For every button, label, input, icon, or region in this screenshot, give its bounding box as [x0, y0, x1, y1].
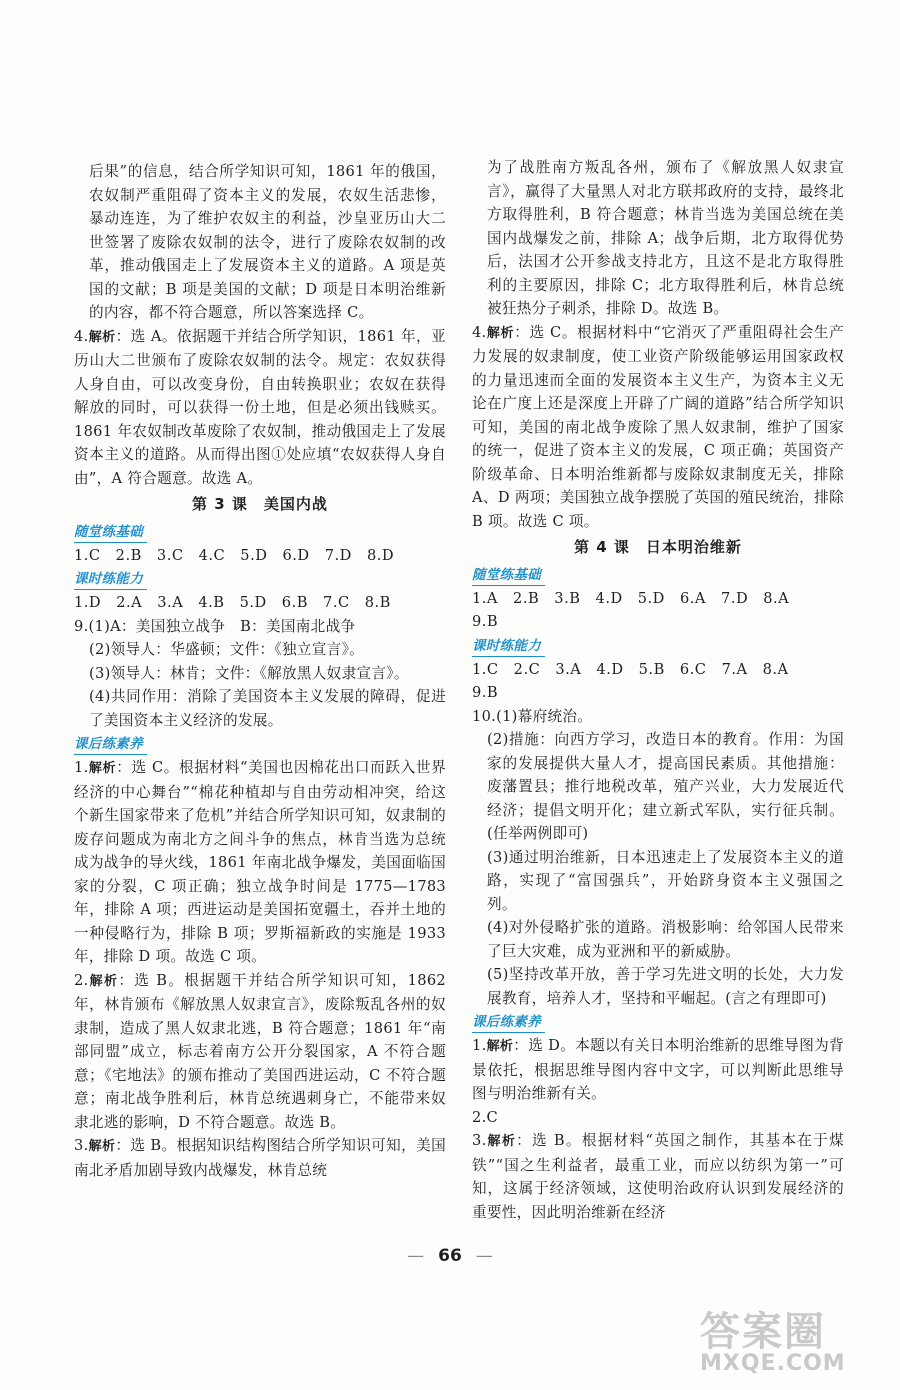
answers-ability-2: 9.B	[472, 684, 499, 701]
literacy-question-3	[472, 1129, 844, 1224]
analysis-label: 解析	[486, 1039, 514, 1054]
analysis-label: 解析	[88, 329, 116, 345]
question-number: 4.	[74, 327, 89, 345]
question-9-part-1: 9.(1)A：美国独立战争 B：美国南北战争	[74, 617, 356, 635]
question-number: 3.	[74, 1137, 89, 1154]
literacy-question-1	[472, 1034, 844, 1106]
section-tag-ability: 课时练能力	[472, 634, 844, 658]
question-text: ：选 D。本题以有关日本明治维新的思维导图为背景依托，根据思维导图内容中文字，可以判断此思维导图与明治维新有关。	[472, 1037, 844, 1102]
left-column	[74, 160, 446, 1182]
question-text: ：选 B。根据材料“英国之制作，其基本在于煤铁”“国之生利益者，最重工业，而应以纺织为第一”可知，这属于经济领域，这使明治政府认识到发展经济的重要性，因此明治维新在经济	[472, 1132, 844, 1221]
section-tag-literacy: 课后练素养	[472, 1010, 844, 1034]
question-10-part-4: (4)对外侵略扩张的道路。消极影响：给邻国人民带来了巨大灾难，成为亚洲和平的新威胁。	[487, 919, 844, 960]
literacy-question-2	[74, 969, 446, 1135]
right-paragraph-1: 为了战胜南方叛乱各州，颁布了《解放黑人奴隶宣言》，赢得了大量黑人对北方联邦政府的支持，最终北方取得胜利，B 符合题意；林肯当选为美国总统在美国内战爆发之前，排除 A；战争后期，北方取得优势后，法国才公开参战支持北方，且这不是北方取得胜利的主要原因，排除 C；北方取得胜利后，林肯总统被狂热分子刺杀，排除 D。故选 B。	[487, 159, 844, 317]
divider: —	[407, 1246, 425, 1266]
question-text: ：选 A。依据题干并结合所学知识，1861 年，亚历山大二世颁布了废除农奴制的法令。规定：农奴获得人身自由，可以改变身份，自由转换职业；农奴在获得解放的同时，可以获得一份土地，但是必须出钱赎买。1861 年农奴制改革废除了农奴制，推动俄国走上了发展资本主义的道路。从而得出图①处应填“农奴获得人身自由”，A 符合题意。故选 A。	[74, 327, 446, 487]
question-number: 1.	[74, 759, 89, 776]
question-9-part-4: (4)共同作用：消除了美国资本主义发展的障碍，促进了美国资本主义经济的发展。	[89, 688, 446, 729]
watermark-url: MXQE.COM	[700, 1351, 846, 1376]
question-text: ：选 C。根据材料中“它消灭了严重阻碍社会生产力发展的奴隶制度，使工业资产阶级能够运用国家政权的力量迅速而全面的发展资本主义生产，为资本主义无论在广度上还是深度上开辟了广阔的道路”结合所学知识可知，美国的南北战争废除了黑人奴隶制，维护了国家的统一，促进了资本主义的发展，C 项正确；英国资产阶级革命、日本明治维新都与废除奴隶制度无关，排除 A、D 两项；美国独立战争摆脱了英国的殖民统治，排除 B 项。故选 C 项。	[472, 323, 845, 530]
question-text: ：选 B。根据题干并结合所学知识可知，1862 年，林肯颁布《解放黑人奴隶宣言》，废除叛乱各州的奴隶制，造成了黑人奴隶北逃，B 符合题意；1861 年“南部同盟”成立，标志着南方公开分裂国家，A 不符合题意；《宅地法》的颁布推动了美国西进运动，C 不符合题意；南北战争胜利后，林肯总统遇刺身亡，不能带来奴隶北逃的影响，D 不符合题意。故选 B。	[74, 971, 447, 1131]
answers-basic: 1.C 2.B 3.C 4.C 5.D 6.D 7.D 8.D	[74, 546, 395, 564]
question-10-part-1: 10.(1)幕府统治。	[472, 707, 593, 725]
analysis-label: 解析	[88, 761, 117, 776]
right-column	[472, 156, 844, 1224]
question-10-part-2: (2)措施：向西方学习，改造日本的教育。作用：为国家的发展提供大量人才，提高国民素质。其他措施：废藩置县；推行地税改革，殖产兴业，大力发展近代经济；提倡文明开化；建立新式军队，实行征兵制。(任举两例即可)	[487, 731, 844, 842]
lesson-3-title: 第 3 课 美国内战	[192, 495, 328, 513]
question-text: ：选 B。根据知识结构图结合所学知识可知，美国南北矛盾加剧导致内战爆发，林肯总统	[74, 1137, 446, 1179]
section-tag-literacy: 课后练素养	[74, 732, 446, 756]
question-number: 2.	[74, 971, 89, 989]
left-question-4	[74, 325, 446, 491]
left-paragraph-1: 后果”的信息，结合所学知识可知，1861 年的俄国，农奴制严重阻碍了资本主义的发展，农奴生活悲惨，暴动连连，为了维护农奴主的利益，沙皇亚历山大二世签署了废除农奴制的法令，进行了废除农奴制的改革，推动俄国走上了发展资本主义的道路。A 项是英国的文献；B 项是美国的文献；D 项是日本明治维新的内容，都不符合题意，所以答案选择 C。	[89, 163, 446, 321]
section-tag-basic: 随堂练基础	[472, 563, 844, 587]
analysis-label: 解析	[486, 1134, 517, 1149]
question-text: ：选 C。根据材料“美国也因棉花出口而跃入世界经济的中心舞台”“棉花种植却与自由劳动相冲突，给这个新生国家带来了危机”并结合所学知识可知，奴隶制的废存问题成为南北方之间斗争的焦点，林肯当选为总统成为战争的导火线，1861 年南北战争爆发，美国面临国家的分裂，C 项正确；独立战争时间是 1775—1783 年，排除 A 项；西进运动是美国拓宽疆土，吞并土地的一种侵略行为，排除 B 项；罗斯福新政的实施是 1933 年，排除 D 项。故选 C 项。	[74, 759, 447, 965]
answers-basic-1: 1.A 2.B 3.B 4.D 5.D 6.A 7.D 8.A	[472, 589, 790, 607]
literacy-question-1	[74, 756, 446, 969]
divider: —	[475, 1246, 493, 1266]
question-10-part-3: (3)通过明治维新，日本迅速走上了发展资本主义的道路，实现了“富国强兵”，开始跻身资本主义强国之列。	[487, 848, 844, 913]
literacy-question-2: 2.C	[472, 1108, 498, 1126]
right-question-4	[472, 321, 844, 534]
section-tag-basic: 随堂练基础	[74, 520, 446, 544]
page-number-value: 66	[438, 1246, 462, 1266]
answers-ability: 1.D 2.A 3.A 4.B 5.D 6.B 7.C 8.B	[74, 594, 391, 611]
question-9-part-3: (3)领导人：林肯；文件：《解放黑人奴隶宣言》。	[89, 664, 409, 682]
section-tag-ability: 课时练能力	[74, 567, 446, 591]
analysis-label: 解析	[88, 1139, 116, 1154]
watermark-logo	[700, 1300, 880, 1380]
analysis-label: 解析	[88, 973, 119, 989]
page-number	[0, 1246, 900, 1266]
answers-basic-2: 9.B	[472, 613, 499, 630]
question-number: 3.	[472, 1132, 487, 1149]
answers-ability-1: 1.C 2.C 3.A 4.D 5.B 6.C 7.A 8.A	[472, 660, 789, 678]
question-number: 1.	[472, 1037, 487, 1054]
lesson-4-title: 第 4 课 日本明治维新	[574, 538, 742, 556]
watermark-text: 答案圈	[700, 1309, 826, 1355]
question-number: 4.	[472, 323, 487, 341]
literacy-question-3	[74, 1134, 446, 1182]
analysis-label: 解析	[486, 325, 515, 341]
question-9-part-2: (2)领导人：华盛顿；文件：《独立宣言》。	[89, 641, 365, 658]
question-10-part-5: (5)坚持改革开放，善于学习先进文明的长处，大力发展教育，培养人才，坚持和平崛起。(言之有理即可)	[487, 966, 844, 1007]
